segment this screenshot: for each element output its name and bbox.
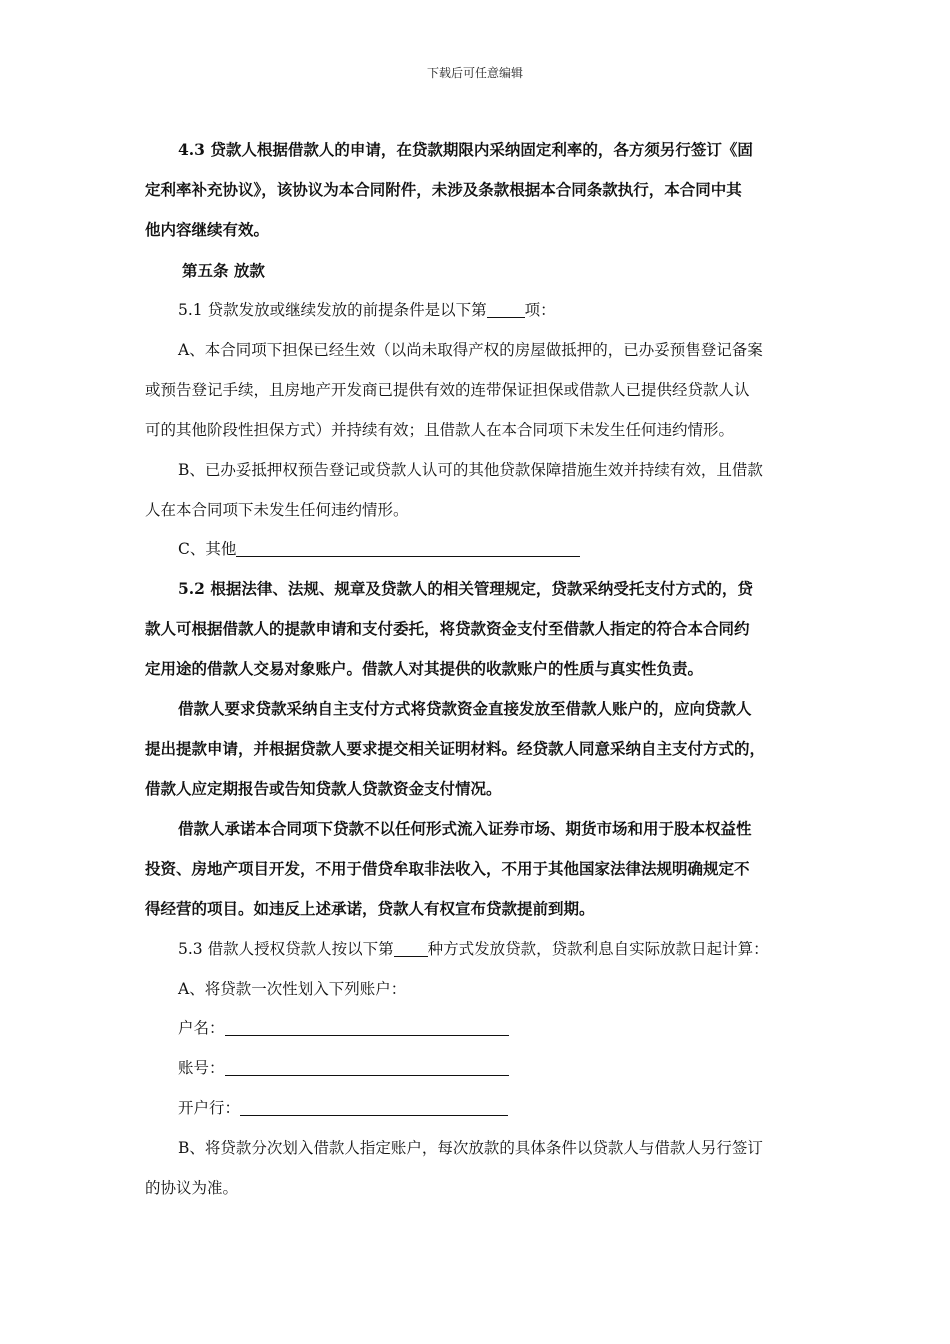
- option-c-label: C、其他: [178, 540, 237, 558]
- commitment-line-3: 得经营的项目。如违反上述承诺，贷款人有权宣布贷款提前到期。: [145, 899, 595, 918]
- self-payment-line-2: 提出提款申请，并根据贷款人要求提交相关证明材料。经贷款人同意采纳自主支付方式的，: [145, 739, 766, 758]
- clause-5-3: [178, 939, 769, 959]
- option-5-3-a: A、将贷款一次性划入下列账户：: [178, 980, 407, 998]
- clause-5-3-suffix: 种方式发放贷款，贷款利息自实际放款日起计算：: [427, 940, 769, 958]
- account-bank-row: [178, 1098, 508, 1118]
- account-bank-field[interactable]: [240, 1101, 508, 1116]
- clause-5-1-blank[interactable]: [487, 303, 525, 318]
- option-5-3-b-line-1: B、将贷款分次划入借款人指定账户，每次放款的具体条件以贷款人与借款人另行签订: [178, 1139, 763, 1157]
- option-b-line-2: 人在本合同项下未发生任何违约情形。: [145, 501, 409, 519]
- clause-5-2-line-2: 款人可根据借款人的提款申请和支付委托，将贷款资金支付至借款人指定的符合本合同约: [145, 619, 750, 638]
- account-number-label: 账号：: [178, 1059, 225, 1077]
- self-payment-line-1: 借款人要求贷款采纳自主支付方式将贷款资金直接发放至借款人账户的，应向贷款人: [178, 699, 752, 718]
- option-a-line-1: A、本合同项下担保已经生效（以尚未取得产权的房屋做抵押的，已办妥预售登记备案: [178, 341, 763, 359]
- option-a-line-3: 可的其他阶段性担保方式）并持续有效；且借款人在本合同项下未发生任何违约情形。: [145, 421, 735, 439]
- account-name-row: [178, 1018, 509, 1038]
- clause-5-1: [178, 300, 556, 320]
- option-a-line-2: 或预告登记手续，且房地产开发商已提供有效的连带保证担保或借款人已提供经贷款人认: [145, 381, 750, 399]
- account-number-field[interactable]: [225, 1061, 509, 1076]
- clause-5-2-line-1: 5.2 根据法律、法规、规章及贷款人的相关管理规定，贷款采纳受托支付方式的，贷: [178, 579, 753, 598]
- clause-5-1-text: 5.1 贷款发放或继续发放的前提条件是以下第: [178, 301, 487, 319]
- clause-5-2-line-3: 定用途的借款人交易对象账户。借款人对其提供的收款账户的性质与真实性负责。: [145, 659, 704, 678]
- account-name-label: 户名：: [178, 1019, 225, 1037]
- option-b-line-1: B、已办妥抵押权预告登记或贷款人认可的其他贷款保障措施生效并持续有效，且借款: [178, 461, 763, 479]
- clause-4-3-line-2: 定利率补充协议》，该协议为本合同附件，未涉及条款根据本合同条款执行，本合同中其: [145, 180, 742, 199]
- header-note: 下载后可任意编辑: [426, 66, 523, 80]
- account-name-field[interactable]: [225, 1021, 509, 1036]
- commitment-line-1: 借款人承诺本合同项下贷款不以任何形式流入证券市场、期货市场和用于股本权益性: [178, 819, 752, 838]
- account-bank-label: 开户行：: [178, 1099, 241, 1117]
- clause-4-3-line-1: 4.3 贷款人根据借款人的申请，在贷款期限内采纳固定利率的，各方须另行签订《固: [178, 140, 753, 159]
- clause-5-3-text: 5.3 借款人授权贷款人按以下第: [178, 940, 394, 958]
- article-5-heading: 第五条 放款: [182, 261, 265, 280]
- clause-5-3-blank[interactable]: [394, 942, 428, 957]
- clause-4-3-line-3: 他内容继续有效。: [145, 220, 270, 239]
- account-number-row: [178, 1058, 509, 1078]
- self-payment-line-3: 借款人应定期报告或告知贷款人贷款资金支付情况。: [145, 779, 502, 798]
- option-c: [178, 539, 580, 559]
- option-c-blank[interactable]: [236, 542, 580, 557]
- clause-5-1-suffix: 项：: [524, 301, 556, 319]
- commitment-line-2: 投资、房地产项目开发，不用于借贷牟取非法收入，不用于其他国家法律法规明确规定不: [145, 859, 750, 878]
- option-5-3-b-line-2: 的协议为准。: [145, 1179, 239, 1197]
